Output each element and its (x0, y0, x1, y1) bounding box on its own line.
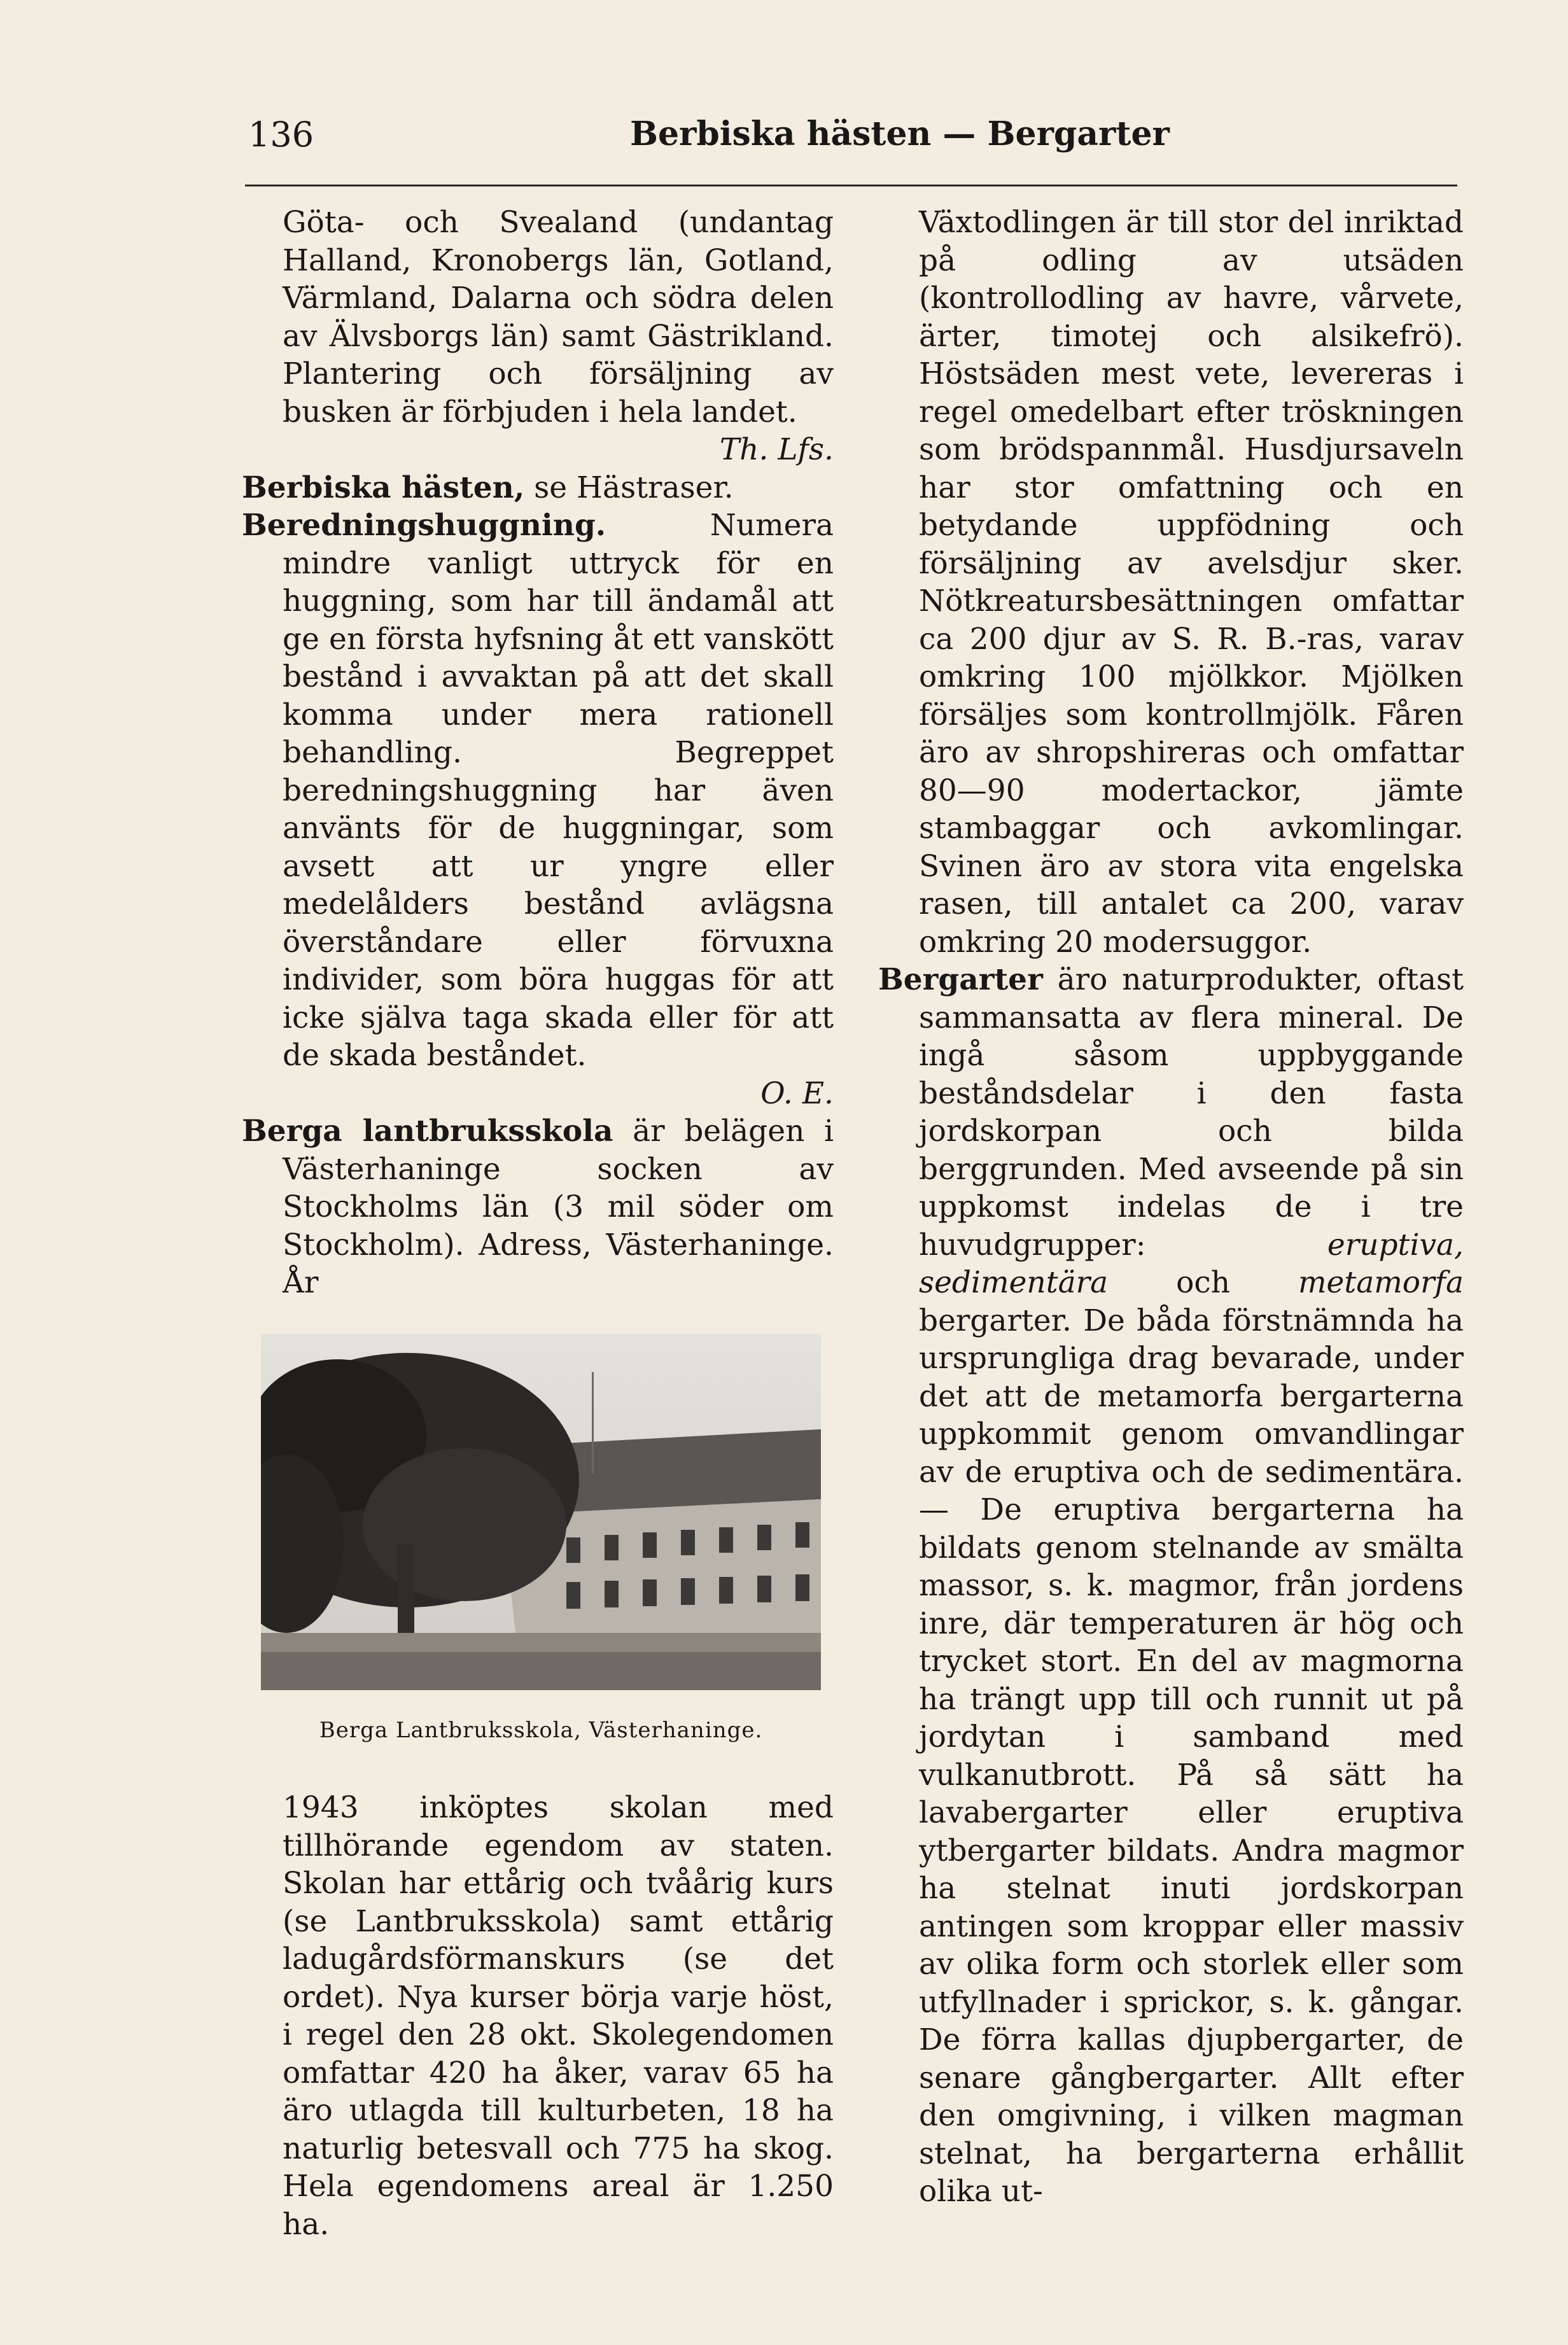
entry-italic-term: eruptiva, sedimentära (919, 1227, 1464, 1300)
left-column (242, 204, 834, 2243)
entry-berga-lantbruksskola (242, 1112, 834, 1302)
entry-headword: Bergarter (878, 962, 1043, 997)
photo-illustration (261, 1334, 821, 1690)
entry-headword: Beredningshuggning. (242, 508, 606, 543)
entry-text: är belägen i Västerhaninge socken av Stockholms län (3 mil söder om Stockholm). Adress, Västerhaninge. År (283, 1114, 834, 1300)
entry-text: äro naturprodukter, oftast sammansatta av flera mineral. De ingå såsom uppbyggande beståndsdelar i den fasta jordskorpan och bilda berggrunden. Med avseende på sin uppkomst indelas de i tre huvudgrupper: (919, 962, 1464, 1263)
photo-figure (261, 1334, 821, 1750)
entry-text: bergarter. De båda förstnämnda ha ursprungliga drag bevarade, under det att de metamorfa bergarterna uppkommit genom omvandlingar av de eruptiva och de sedimentära. — De eruptiva bergarterna ha bildats genom stelnande av smälta massor, s. k. magmor, från jordens inre, där temperaturen är hög och trycket stort. En del av magmorna ha trängt upp till och runnit ut på jordytan i samband med vulkanutbrott. På så sätt ha lavabergarter eller eruptiva ytbergarter bildats. Andra magmor ha stelnat inuti jordskorpan antingen som kroppar eller massiv av olika form och storlek eller som utfyllnader i sprickor, s. k. gångar. De förra kallas djupbergarter, de senare gångbergarter. Allt efter den omgivning, i vilken magman stelnat, ha bergarterna erhållit olika ut- (919, 1303, 1464, 2209)
entry-signature: O. E. (760, 1075, 834, 1111)
continued-entry (878, 204, 1464, 961)
entry-headword: Berga lantbruksskola (242, 1114, 613, 1149)
running-head: Berbiska hästen — Bergarter (630, 115, 1170, 153)
header-rule (245, 185, 1457, 186)
page-header (248, 115, 1457, 165)
entry-text: se Hästraser. (524, 470, 734, 505)
photo-caption: Berga Lantbruksskola, Västerhaninge. (319, 1717, 763, 1743)
continued-entry-berga (242, 1789, 834, 2243)
entry-text: Numera mindre vanligt uttryck för en huggning, som har till ändamål att ge en första hyfsning åt ett vanskött bestånd i avvaktan på att det skall komma under mera rationell behandling. Begreppet beredningshuggning har även använts för de huggningar, som avsett att ur yngre eller medelålders bestånd avlägsna överståndare eller förvuxna individer, som böra huggas för att icke själva taga skada eller för att de skada beståndet. (283, 508, 834, 1073)
entry-italic-term: metamorfa (1298, 1265, 1464, 1300)
entry-text: och (1108, 1265, 1298, 1300)
right-column (878, 204, 1464, 2211)
entry-bergarter (878, 961, 1464, 2211)
school-building-photo (261, 1334, 821, 1690)
continued-entry (242, 204, 834, 469)
entry-text: 1943 inköptes skolan med tillhörande egendom av staten. Skolan har ettårig och tvåårig kurs (se Lantbruksskola) samt ettårig ladugårdsförmanskurs (se det ordet). Nya kurser börja varje höst, i regel den 28 okt. Skolegendomen omfattar 420 ha åker, varav 65 ha äro utlagda till kulturbeten, 18 ha naturlig betesvall och 775 ha skog. Hela egendomens areal är 1.250 ha. (283, 1790, 834, 2242)
page-number: 136 (248, 115, 314, 155)
entry-berbiska-hasten (242, 469, 834, 507)
continued-entry-text: Göta- och Svealand (undantag Halland, Kronobergs län, Gotland, Värmland, Dalarna och södra delen av Älvsborgs län) samt Gästrikland. Plantering och försäljning av busken är förbjuden i hela landet. (283, 205, 834, 430)
entry-signature: Th. Lfs. (719, 432, 834, 467)
entry-beredningshuggning (242, 507, 834, 1112)
entry-headword: Berbiska hästen, (242, 470, 525, 505)
continued-entry-text: Växtodlingen är till stor del inriktad på odling av utsäden (kontrollodling av havre, vårvete, ärter, timotej och alsikefrö). Höstsäden mest vete, levereras i regel omedelbart efter tröskningen som brödspannmål. Husdjursaveln har stor omfattning och en betydande uppfödning och försäljning av avelsdjur sker. Nötkreatursbesättningen omfattar ca 200 djur av S. R. B.-ras, varav omkring 100 mjölkkor. Mjölken försäljes som kontrollmjölk. Fåren äro av shropshireras och omfattar 80—90 modertackor, jämte stambaggar och avkomlingar. Svinen äro av stora vita engelska rasen, till antalet ca 200, varav omkring 20 modersuggor. (919, 205, 1464, 960)
